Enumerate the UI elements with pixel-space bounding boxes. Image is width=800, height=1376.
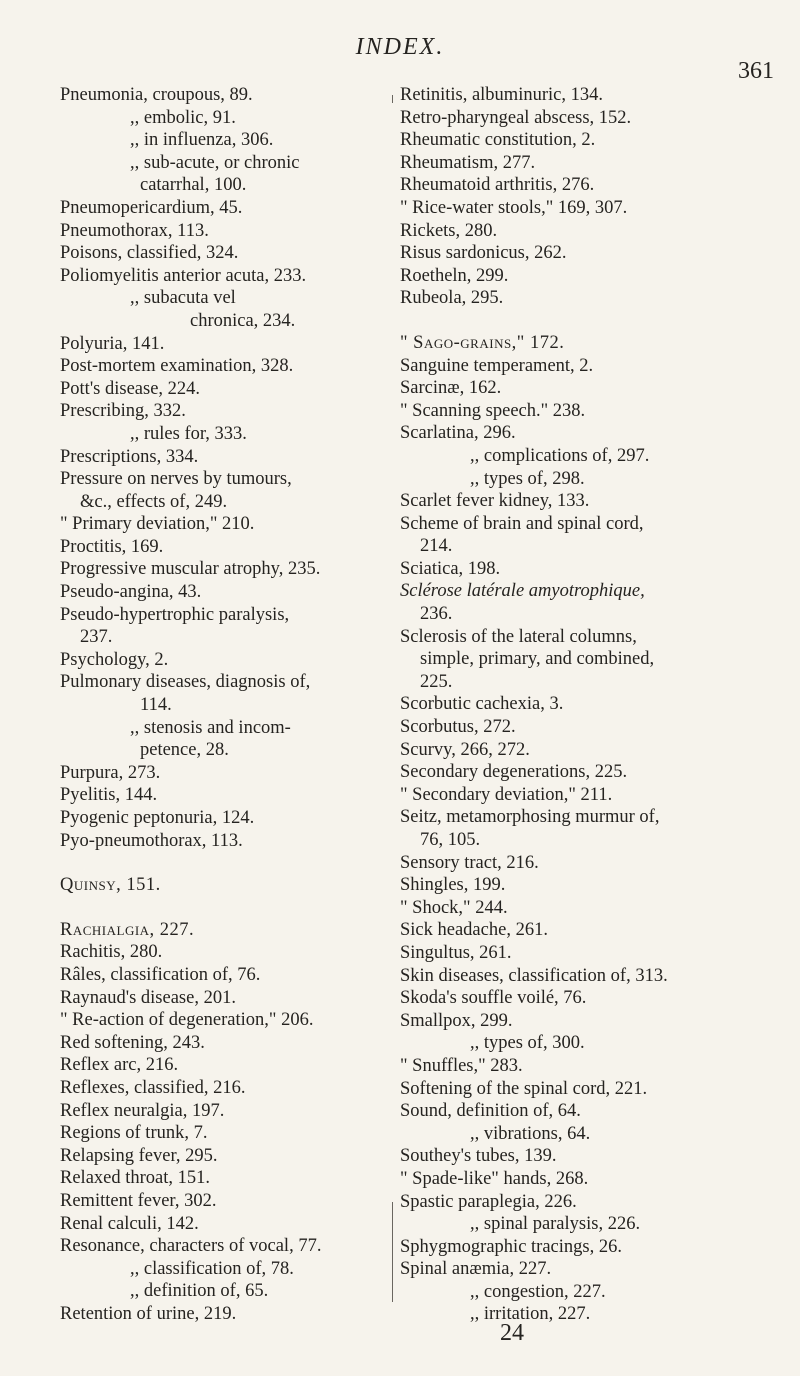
- index-entry: Rheumatoid arthritis, 276.: [400, 175, 595, 196]
- index-subentry: ,, vibrations, 64.: [470, 1123, 591, 1144]
- index-entry: Reflexes, classified, 216.: [60, 1077, 246, 1098]
- index-entry: Pseudo-angina, 43.: [60, 582, 202, 603]
- index-subentry: ,, subacuta vel: [130, 288, 236, 309]
- index-subentry: ,, spinal paralysis, 226.: [470, 1214, 641, 1235]
- column-rule-top: [392, 95, 393, 103]
- index-entry: Sclérose latérale amyotrophique,: [400, 581, 645, 602]
- index-entry: Roetheln, 299.: [400, 265, 509, 286]
- running-head: INDEX.: [355, 34, 445, 60]
- index-entry: Risus sardonicus, 262.: [400, 243, 567, 264]
- index-entry: Relapsing fever, 295.: [60, 1145, 218, 1166]
- index-entry: Rheumatic constitution, 2.: [400, 130, 596, 151]
- index-subentry: ,, stenosis and incom-: [130, 717, 291, 738]
- index-entry: Scurvy, 266, 272.: [400, 739, 530, 760]
- index-continuation: &c., effects of, 249.: [80, 491, 228, 512]
- index-entry: Post-mortem examination, 328.: [60, 356, 294, 377]
- index-entry: Sphygmographic tracings, 26.: [400, 1236, 622, 1257]
- index-entry: Smallpox, 299.: [400, 1010, 513, 1031]
- index-entry: Pneumothorax, 113.: [60, 220, 209, 241]
- index-entry: Rickets, 280.: [400, 220, 498, 241]
- index-entry: Pneumopericardium, 45.: [60, 197, 243, 218]
- index-entry: Seitz, metamorphosing murmur of,: [400, 807, 660, 828]
- index-entry: Rheumatism, 277.: [400, 152, 536, 173]
- index-entry: Scarlet fever kidney, 133.: [400, 491, 590, 512]
- index-entry: Renal calculi, 142.: [60, 1213, 199, 1234]
- letter-gap: [60, 852, 378, 874]
- index-entry: Rubeola, 295.: [400, 288, 504, 309]
- index-entry: Pulmonary diseases, diagnosis of,: [60, 672, 311, 693]
- index-entry: Secondary degenerations, 225.: [400, 762, 628, 783]
- index-subentry: ,, definition of, 65.: [130, 1281, 269, 1302]
- index-entry: Reflex neuralgia, 197.: [60, 1100, 225, 1121]
- index-entry: Pyelitis, 144.: [60, 785, 158, 806]
- index-continuation: 76, 105.: [420, 830, 481, 850]
- index-entry: Pressure on nerves by tumours,: [60, 469, 292, 490]
- index-entry: Skin diseases, classification of, 313.: [400, 965, 668, 986]
- index-entry: Raynaud's disease, 201.: [60, 987, 236, 1008]
- index-entry: Spastic paraplegia, 226.: [400, 1191, 577, 1212]
- index-continuation: petence, 28.: [140, 740, 229, 761]
- index-entry: Rachialgia, 227.: [60, 919, 195, 940]
- index-entry: Spinal anæmia, 227.: [400, 1259, 552, 1280]
- index-continuation: 236.: [420, 604, 453, 625]
- index-entry: Prescriptions, 334.: [60, 446, 199, 467]
- signature-mark: 24: [500, 1320, 524, 1346]
- index-entry: " Snuffles," 283.: [400, 1055, 523, 1076]
- index-entry: Proctitis, 169.: [60, 536, 164, 557]
- index-entry: Retro-pharyngeal abscess, 152.: [400, 107, 632, 128]
- index-subentry: ,, in influenza, 306.: [130, 130, 274, 151]
- index-subentry: ,, types of, 298.: [470, 468, 585, 489]
- index-entry: Relaxed throat, 151.: [60, 1168, 211, 1189]
- index-subentry: ,, embolic, 91.: [130, 107, 236, 128]
- index-entry: Skoda's souffle voilé, 76.: [400, 988, 587, 1009]
- index-continuation: 114.: [140, 695, 172, 716]
- index-entry: " Scanning speech." 238.: [400, 400, 586, 421]
- index-continuation: 214.: [420, 536, 453, 557]
- index-subentry: ,, sub-acute, or chronic: [130, 152, 300, 173]
- index-entry: Pott's disease, 224.: [60, 378, 201, 399]
- index-entry: Resonance, characters of vocal, 77.: [60, 1236, 322, 1257]
- index-entry: Prescribing, 332.: [60, 401, 186, 422]
- index-continuation: chronica, 234.: [190, 310, 296, 331]
- index-entry: " Secondary deviation," 211.: [400, 784, 613, 805]
- index-column-left: [60, 84, 378, 1325]
- index-entry: Poisons, classified, 324.: [60, 243, 239, 264]
- index-subentry: ,, classification of, 78.: [130, 1258, 294, 1279]
- index-entry: Polyuria, 141.: [60, 333, 165, 354]
- index-entry: Rachitis, 280.: [60, 942, 163, 963]
- index-subentry: ,, rules for, 333.: [130, 423, 247, 444]
- index-entry: Reflex arc, 216.: [60, 1055, 179, 1076]
- index-continuation: simple, primary, and combined,: [420, 649, 655, 670]
- index-subentry: ,, congestion, 227.: [470, 1281, 606, 1302]
- index-column-right: [400, 84, 720, 1326]
- index-subentry: ,, irritation, 227.: [470, 1304, 591, 1325]
- index-continuation: 237.: [80, 627, 113, 648]
- index-entry: Remittent fever, 302.: [60, 1190, 217, 1211]
- index-entry: Poliomyelitis anterior acuta, 233.: [60, 265, 307, 286]
- letter-gap: [400, 310, 720, 332]
- index-entry: Retention of urine, 219.: [60, 1303, 237, 1324]
- page-number: 361: [738, 58, 774, 84]
- index-entry: Sanguine temperament, 2.: [400, 355, 594, 376]
- index-entry: Sciatica, 198.: [400, 558, 501, 579]
- index-entry: Sound, definition of, 64.: [400, 1101, 581, 1122]
- index-entry: Sclerosis of the lateral columns,: [400, 626, 637, 647]
- letter-gap: [60, 897, 378, 919]
- index-entry: Pseudo-hypertrophic paralysis,: [60, 604, 290, 625]
- index-entry: Quinsy, 151.: [60, 875, 161, 896]
- column-rule-bottom: [392, 1202, 393, 1302]
- index-entry: " Re-action of degeneration," 206.: [60, 1010, 314, 1031]
- index-entry: Southey's tubes, 139.: [400, 1146, 557, 1167]
- index-entry: Retinitis, albuminuric, 134.: [400, 85, 603, 105]
- index-entry: Scheme of brain and spinal cord,: [400, 513, 644, 534]
- index-entry: Pyogenic peptonuria, 124.: [60, 808, 255, 828]
- index-entry: Pyo-pneumothorax, 113.: [60, 830, 243, 851]
- index-entry: " Shock," 244.: [400, 897, 508, 918]
- index-entry: Sick headache, 261.: [400, 920, 548, 941]
- index-entry: Scorbutus, 272.: [400, 717, 516, 738]
- index-entry: " Primary deviation," 210.: [60, 514, 255, 535]
- index-entry: Purpura, 273.: [60, 762, 161, 783]
- index-subentry: ,, types of, 300.: [470, 1033, 585, 1054]
- index-entry: Singultus, 261.: [400, 942, 512, 963]
- index-entry: Regions of trunk, 7.: [60, 1123, 208, 1144]
- index-entry: Psychology, 2.: [60, 649, 169, 670]
- index-entry: Scarlatina, 296.: [400, 423, 516, 444]
- index-entry: Râles, classification of, 76.: [60, 964, 261, 985]
- index-entry: Red softening, 243.: [60, 1032, 205, 1053]
- index-entry: Scorbutic cachexia, 3.: [400, 694, 564, 715]
- index-entry: Sarcinæ, 162.: [400, 378, 502, 399]
- index-entry: Sensory tract, 216.: [400, 852, 539, 873]
- index-entry: " Rice-water stools," 169, 307.: [400, 197, 628, 218]
- index-entry: " Spade-like" hands, 268.: [400, 1168, 589, 1189]
- index-entry: Pneumonia, croupous, 89.: [60, 85, 253, 105]
- index-subentry: ,, complications of, 297.: [470, 445, 650, 466]
- index-entry: Progressive muscular atrophy, 235.: [60, 559, 321, 580]
- index-entry: Shingles, 199.: [400, 875, 506, 896]
- index-continuation: 225.: [420, 671, 453, 692]
- index-entry: " Sago-grains," 172.: [400, 332, 565, 353]
- index-continuation: catarrhal, 100.: [140, 175, 247, 196]
- index-entry: Softening of the spinal cord, 221.: [400, 1078, 648, 1099]
